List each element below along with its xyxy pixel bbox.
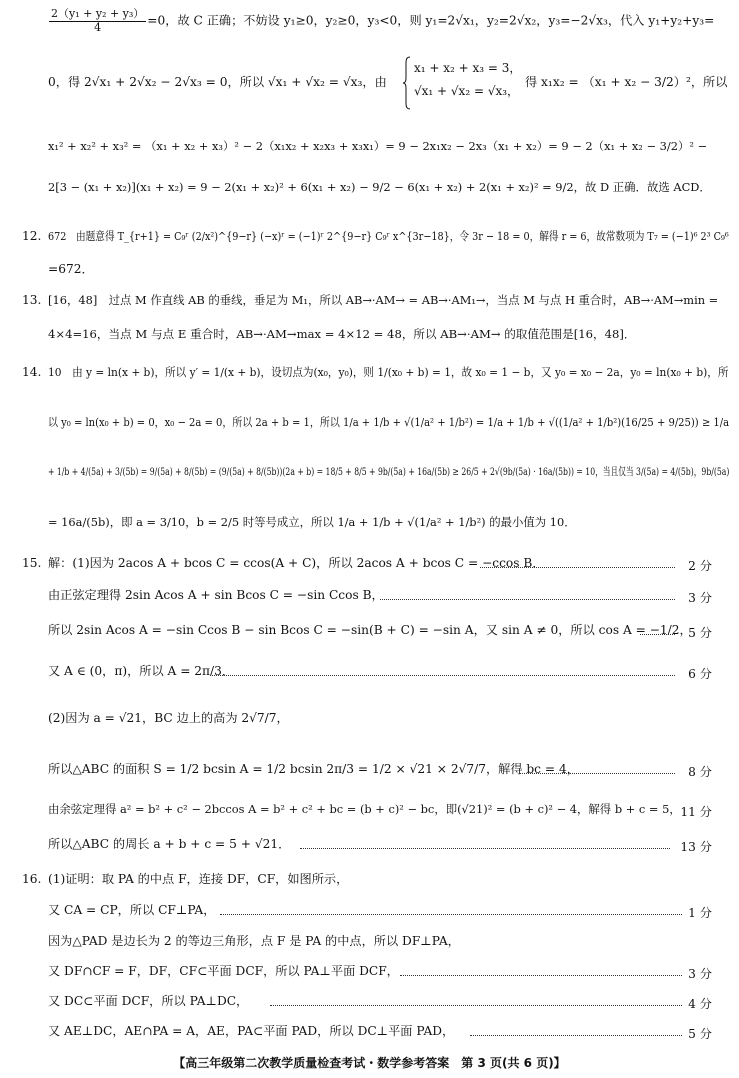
p15-line3: 所以 2sin Acos A = −sin Ccos B − sin Bcos C = −sin(B + C) = −sin A，又 sin A ≠ 0，所以 cos A = −1/2， [48,623,692,637]
p15-line4: 又 A ∈ (0，π)，所以 A = 2π/3． [48,664,235,678]
p16-number: 16. [22,872,42,886]
p15-leader-3 [640,634,675,635]
p14-line2: 以 y₀ = ln(x₀ + b) = 0，x₀ − 2a = 0，所以 2a + b = 1，所以 1/a + 1/b + √(1/a² + 1/b²) = 1/a + 1/b + √((1/a² + 1/b²)(16/25 + 9/25)) ≥ 1/a [48,415,730,429]
p11-line4: 2[3 − (x₁ + x₂)](x₁ + x₂) = 9 − 2(x₁ + x₂)² + 6(x₁ + x₂) − 9/2 − 6(x₁ + x₂) + 2(x₁ + x₂)² = 9/2，故 D 正确．故选 ACD． [48,180,711,194]
p16-line6: 又 AE⊥DC，AE∩PA = A，AE，PA⊂平面 PAD，所以 DC⊥平面 PAD， [48,1024,455,1038]
p12-line1: 672 由题意得 T_{r+1} = C₉ʳ (2/x²)^{9−r} (−x)ʳ = (−1)ʳ 2^{9−r} C₉ʳ x^{3r−18}，令 3r − 18 = 0，解得 r = 6，故常数项为 T₇ = (−1)⁶ 2³ C₉⁶ [48,229,729,243]
p12-line2: =672． [48,262,94,276]
p15-leader-1 [480,567,675,568]
equation-system [414,57,521,103]
p11-fraction [49,8,146,34]
p14-line4: = 16a/(5b)，即 a = 3/10，b = 2/5 时等号成立，所以 1/a + 1/b + √(1/a² + 1/b²) 的最小值为 10． [48,515,576,529]
p15-score-8: 13 分 [680,840,712,854]
p13-line2: 4×4=16，当点 M 与点 E 重合时，AB→·AM→max = 4×12 = 48，所以 AB→·AM→ 的取值范围是[16，48]． [48,327,636,341]
p16-score-5: 4 分 [688,997,712,1011]
p13-line1: [16，48] 过点 M 作直线 AB 的垂线，垂足为 M₁，所以 AB→·AM→ = AB→·AM₁→，当点 M 与点 H 重合时，AB→·AM→min = [48,293,719,307]
p15-score-7: 11 分 [680,805,712,819]
p15-score-3: 5 分 [688,626,712,640]
p15-score-4: 6 分 [688,667,712,681]
p15-line7: 由余弦定理得 a² = b² + c² − 2bccos A = b² + c² + bc = (b + c)² − bc，即(√21)² = (b + c)² − 4，解得 b + c = 5， [48,802,681,816]
p11-line1 [48,8,714,34]
p15-leader-8 [300,848,670,849]
p13-number: 13. [22,293,42,307]
p16-leader-5 [270,1005,682,1006]
p16-leader-4 [400,975,682,976]
p11-line3: x₁² + x₂² + x₃² = （x₁ + x₂ + x₃）² − 2（x₁x₂ + x₂x₃ + x₃x₁）= 9 − 2x₁x₂ − 2x₃（x₁ + x₂）= 9 − 2（x₁ + x₂ − 3/2）² − [48,139,708,153]
p15-line8: 所以△ABC 的周长 a + b + c = 5 + √21． [48,837,291,851]
p15-score-2: 3 分 [688,591,712,605]
p15-leader-6 [520,773,675,774]
p16-score-2: 1 分 [688,906,712,920]
p15-leader-2 [380,599,675,600]
p11-frac-den: 4 [94,20,102,34]
system-brace [403,56,411,110]
p15-line1: 解：(1)因为 2acos A + bcos C = ccos(A + C)，所以 2acos A + bcos C = −ccos B． [48,556,545,570]
p15-score-6: 8 分 [688,765,712,779]
p16-leader-2 [220,914,682,915]
p14-line3: + 1/b + 4/(5a) + 3/(5b) = 9/(5a) + 8/(5b) = (9/(5a) + 8/(5b))(2a + b) = 18/5 + 8/5 + 9b/(5a) + 16a/(5b) ≥ 26/5 + 2√(9b/(5a) · 16a/(5b)) = 10，当且仅当 3/(5a) = 4/(5b)，9b/(5a) [48,466,730,478]
p16-line2: 又 CA = CP，所以 CF⊥PA， [48,903,216,917]
p16-line3: 因为△PAD 是边长为 2 的等边三角形，点 F 是 PA 的中点，所以 DF⊥PA， [48,934,460,948]
system-eq-1: x₁ + x₂ + x₃ = 3， [414,61,522,75]
p16-score-4: 3 分 [688,967,712,981]
p16-line1: (1)证明：取 PA 的中点 F，连接 DF，CF，如图所示， [48,872,349,886]
p16-line4: 又 DF∩CF = F，DF，CF⊂平面 DCF，所以 PA⊥平面 DCF， [48,964,399,978]
p16-line5: 又 DC⊂平面 DCF，所以 PA⊥DC， [48,994,249,1008]
page-footer: 【高三年级第二次教学质量检查考试・数学参考答案 第 3 页(共 6 页)】 [173,1056,566,1070]
p16-score-6: 5 分 [688,1027,712,1041]
p15-leader-4 [210,675,675,676]
p15-number: 15. [22,556,42,570]
p14-number: 14. [22,365,42,379]
p16-leader-6 [470,1035,682,1036]
p11-line2b: 得 x₁x₂ = （x₁ + x₂ − 3/2）²，所以 [525,75,728,89]
p15-score-1: 2 分 [688,559,712,573]
p12-number: 12. [22,229,42,243]
p11-frac-num: 2（y₁ + y₂ + y₃） [51,7,145,20]
p14-line1: 10 由 y = ln(x + b)，所以 y′ = 1/(x + b)，设切点为(x₀，y₀)，则 1/(x₀ + b) = 1，故 x₀ = 1 − b，又 y₀ = x₀ − 2a，y₀ = ln(x₀ + b)，所 [48,365,729,379]
system-eq-2: √x₁ + √x₂ = √x₃， [414,83,520,98]
p15-line5: (2)因为 a = √21，BC 边上的高为 2√7/7， [48,711,289,725]
p11-line1-text: =0，故 C 正确；不妨设 y₁≥0，y₂≥0，y₃<0，则 y₁=2√x₁，y₂=2√x₂，y₃=−2√x₃，代入 y₁+y₂+y₃= [147,13,715,28]
p15-line2: 由正弦定理得 2sin Acos A + sin Bcos C = −sin Ccos B， [48,588,384,602]
p15-line6: 所以△ABC 的面积 S = 1/2 bcsin A = 1/2 bcsin 2π/3 = 1/2 × √21 × 2√7/7，解得 bc = 4， [48,762,579,776]
p11-line2: 0，得 2√x₁ + 2√x₂ − 2√x₃ = 0，所以 √x₁ + √x₂ = √x₃，由 [48,75,387,89]
